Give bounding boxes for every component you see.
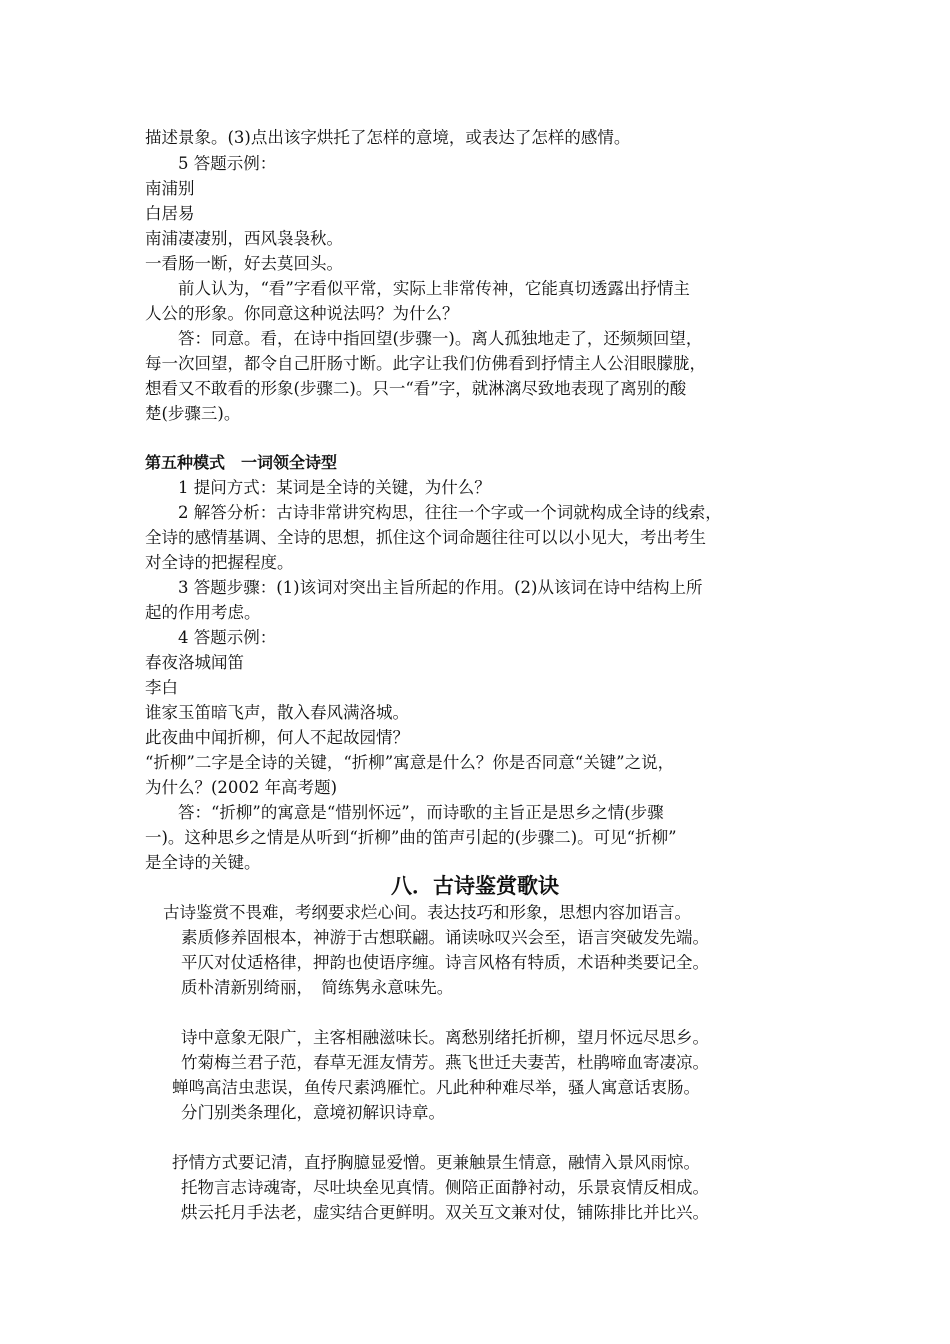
poem-line: 南浦凄凄别，西风袅袅秋。: [145, 229, 343, 248]
poem-line: 此夜曲中闻折柳，何人不起故园情？: [145, 728, 409, 747]
text-line: 是全诗的关键。: [145, 853, 261, 872]
verse-line: 质朴清新别绮丽， 简练隽永意味先。: [181, 978, 454, 997]
section-title: 八．古诗鉴赏歌诀: [391, 874, 559, 898]
text-line: 描述景象。(3)点出该字烘托了怎样的意境，或表达了怎样的感情。: [145, 128, 631, 147]
verse-line: 诗中意象无限广，主客相融滋味长。离愁别绪托折柳，望月怀远尽思乡。: [181, 1028, 709, 1047]
poem-line: 谁家玉笛暗飞声，散入春风满洛城。: [145, 703, 409, 722]
verse-line: 平仄对仗适格律，押韵也使语序缠。诗言风格有特质，术语种类要记全。: [181, 953, 709, 972]
text-line: 前人认为，“看”字看似平常，实际上非常传神，它能真切透露出抒情主: [178, 279, 690, 298]
poem-author: 白居易: [145, 204, 195, 223]
text-line: 4 答题示例：: [178, 628, 277, 647]
text-line: 全诗的感情基调、全诗的思想，抓住这个词命题往往可以以小见大，考出考生: [145, 528, 706, 547]
text-line: 想看又不敢看的形象(步骤二)。只一“看”字，就淋漓尽致地表现了离别的酸: [145, 379, 687, 398]
poem-line: 一看肠一断，好去莫回头。: [145, 254, 343, 273]
verse-line: 烘云托月手法老，虚实结合更鲜明。双关互文兼对仗，铺陈排比并比兴。: [181, 1203, 709, 1222]
text-line: 2 解答分析：古诗非常讲究构思，往往一个字或一个词就构成全诗的线索，: [178, 503, 722, 522]
text-line: 为什么？(2002 年高考题): [145, 778, 338, 797]
verse-line: 分门别类条理化，意境初解识诗章。: [181, 1103, 445, 1122]
text-line: “折柳”二字是全诗的关键，“折柳”寓意是什么？你是否同意“关键”之说，: [145, 753, 675, 772]
text-line: 答：“折柳”的寓意是“惜别怀远”，而诗歌的主旨正是思乡之情(步骤: [178, 803, 664, 822]
text-line: 楚(步骤三)。: [145, 404, 241, 423]
verse-line: 古诗鉴赏不畏难，考纲要求烂心间。表达技巧和形象，思想内容加语言。: [163, 903, 691, 922]
text-line: 答：同意。看，在诗中指回望(步骤一)。离人孤独地走了，还频频回望，: [178, 329, 703, 348]
text-line: 人公的形象。你同意这种说法吗？为什么？: [145, 304, 459, 323]
text-line: 对全诗的把握程度。: [145, 553, 294, 572]
verse-line: 蝉鸣高洁虫悲误，鱼传尺素鸿雁忙。凡此种种难尽举，骚人寓意话衷肠。: [172, 1078, 700, 1097]
poem-title: 春夜洛城闻笛: [145, 653, 244, 672]
text-line: 起的作用考虑。: [145, 603, 261, 622]
verse-line: 竹菊梅兰君子范，春草无涯友情芳。燕飞世迁夫妻苦，杜鹃啼血寄凄凉。: [181, 1053, 709, 1072]
text-line: 一)。这种思乡之情是从听到“折柳”曲的笛声引起的(步骤二)。可见“折柳”: [145, 828, 677, 847]
verse-line: 抒情方式要记清，直抒胸臆显爱憎。更兼触景生情意，融情入景风雨惊。: [172, 1153, 700, 1172]
text-line: 1 提问方式：某词是全诗的关键，为什么？: [178, 478, 491, 497]
verse-line: 素质修养固根本，神游于古想联翩。诵读咏叹兴会至，语言突破发先端。: [181, 928, 709, 947]
verse-line: 托物言志诗魂寄，尽吐块垒见真情。侧陪正面静衬动，乐景哀情反相成。: [181, 1178, 709, 1197]
section-heading: 第五种模式 一词领全诗型: [145, 453, 338, 472]
text-line: 3 答题步骤：(1)该词对突出主旨所起的作用。(2)从该词在诗中结构上所: [178, 578, 703, 597]
text-line: 5 答题示例：: [178, 154, 277, 173]
text-line: 每一次回望，都令自己肝肠寸断。此字让我们仿佛看到抒情主人公泪眼朦胧，: [145, 354, 706, 373]
poem-title: 南浦别: [145, 179, 195, 198]
poem-author: 李白: [145, 678, 178, 697]
